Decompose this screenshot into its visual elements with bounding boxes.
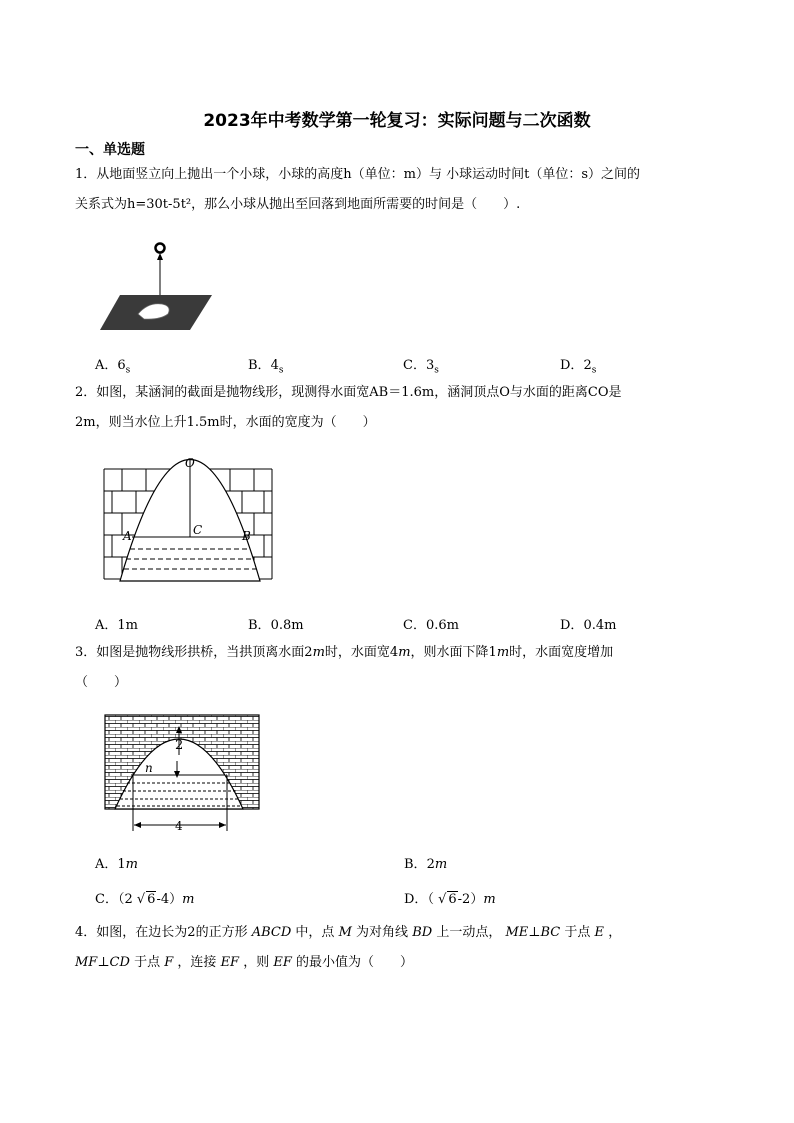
q1-option-a[interactable]: A．$6_s$ — [95, 358, 131, 376]
arch-bridge-figure — [103, 713, 263, 838]
question-1 — [75, 160, 725, 220]
question-3-line-1: 3．如图是抛物线形拱桥，当拱顶离水面2m时，水面宽4m，则水面下降1m时，水面宽度增加 — [75, 645, 614, 660]
page-title: 2023年中考数学第一轮复习：实际问题与二次函数 — [203, 111, 591, 131]
q2-option-c[interactable]: C．0.6m — [403, 618, 459, 633]
arrow-head — [157, 253, 163, 260]
q2-option-d[interactable]: D．0.4m — [560, 618, 617, 633]
section-heading: 一、单选题 — [75, 142, 145, 158]
question-4-line-1: 4．如图，在边长为2的正方形 ABCD 中，点 M 为对角线 BD 上一动点， ME⊥BC 于点 E ， — [75, 925, 622, 940]
culvert-figure — [100, 453, 275, 585]
question-2 — [75, 378, 725, 438]
label-n: n — [145, 761, 153, 775]
q3-option-d[interactable]: D．（ √ 6-2）m — [404, 892, 496, 907]
question-3 — [75, 638, 725, 698]
q1-option-b[interactable]: B．$4_s$ — [248, 358, 284, 376]
q1-option-d[interactable]: D．$2_s$ — [560, 358, 597, 376]
question-1-line-2: 关系式为h=30t-5t²，那么小球从抛出至回落到地面所需要的时间是（ ）. — [75, 197, 521, 212]
ball-throw-figure — [100, 240, 215, 332]
width-arrow-right — [219, 822, 226, 828]
label-four: 4 — [175, 819, 183, 833]
label-two: 2 — [175, 738, 184, 753]
width-arrow-left — [134, 822, 141, 828]
label-a: A — [123, 529, 132, 543]
q2-option-a[interactable]: A．1m — [95, 618, 138, 633]
question-3-line-2: （ ） — [75, 675, 128, 690]
q3-option-a[interactable]: A．1m — [95, 857, 138, 872]
ball — [156, 244, 165, 253]
q2-option-b[interactable]: B．0.8m — [248, 618, 304, 633]
q3-option-c[interactable]: C．（2 √ 6-4）m — [95, 892, 195, 907]
question-4-line-2: MF⊥CD 于点 F ，连接 EF ，则 EF 的最小值为（ ） — [75, 955, 414, 970]
label-c: C — [193, 523, 203, 537]
question-4 — [75, 918, 725, 978]
label-o: O — [185, 456, 195, 470]
question-2-line-2: 2m，则当水位上升1.5m时，水面的宽度为（ ） — [75, 415, 376, 430]
q1-option-c[interactable]: C．$3_s$ — [403, 358, 439, 376]
q3-option-b[interactable]: B．2m — [404, 857, 448, 872]
question-1-line-1: 1．从地面竖立向上抛出一个小球，小球的高度h（单位：m）与 小球运动时间t（单位：s）之间的 — [75, 167, 640, 182]
label-b: B — [242, 529, 251, 543]
question-2-line-1: 2．如图，某涵洞的截面是抛物线形，现测得水面宽AB＝1.6m，涵洞顶点O与水面的距离CO是 — [75, 385, 622, 400]
